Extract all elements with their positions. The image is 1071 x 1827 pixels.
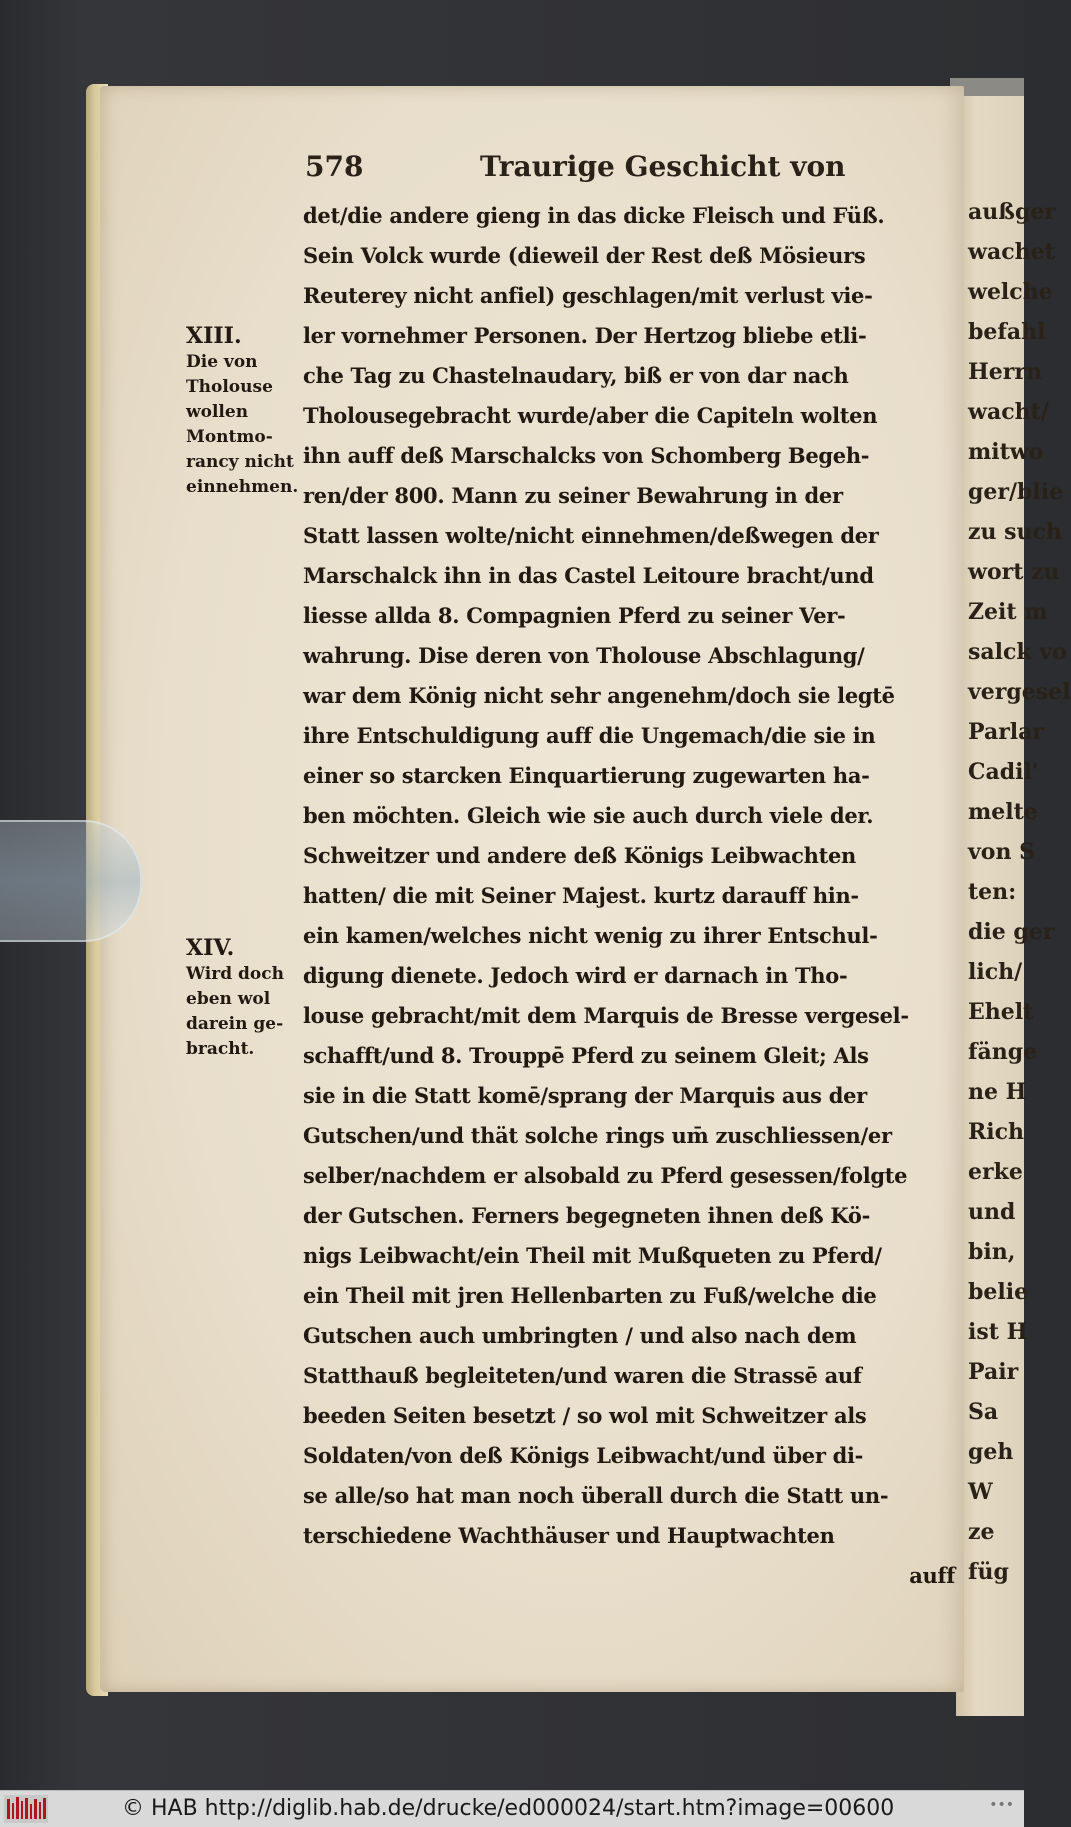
next-page-fragment: ist H bbox=[968, 1319, 1028, 1345]
next-page-fragment-list bbox=[956, 192, 1071, 1592]
next-page-fragment: mitwo bbox=[968, 439, 1044, 465]
next-page-fragment: geh bbox=[968, 1439, 1014, 1465]
text-line: beeden Seiten besetzt / so wol mit Schweitzer als bbox=[303, 1403, 867, 1428]
marginal-number: XIII. bbox=[186, 323, 242, 349]
text-line: Reuterey nicht anfiel) geschlagen/mit verlust vie- bbox=[303, 283, 873, 308]
text-line: Marschalck ihn in das Castel Leitoure bracht/und bbox=[303, 563, 874, 588]
next-page-fragment: fänge bbox=[968, 1039, 1038, 1065]
next-page-fragment: vergesel bbox=[968, 679, 1071, 705]
next-page-fragment: belie bbox=[968, 1279, 1029, 1305]
marginal-line: rancy nicht bbox=[186, 452, 294, 472]
next-page-fragment: melte bbox=[968, 799, 1038, 825]
text-line: wahrung. Dise deren von Tholouse Abschlagung/ bbox=[303, 643, 865, 668]
next-page-fragment: Cadil' bbox=[968, 759, 1039, 785]
marginal-line: eben wol bbox=[186, 989, 271, 1009]
glass-page-clip bbox=[0, 820, 142, 942]
next-page-fragment: Parlar bbox=[968, 719, 1045, 745]
hab-logo-icon bbox=[4, 1795, 48, 1823]
marginal-line: einnehmen. bbox=[186, 477, 299, 497]
text-line: nigs Leibwacht/ein Theil mit Mußqueten zu Pferd/ bbox=[303, 1243, 882, 1268]
text-line: einer so starcken Einquartierung zugewarten ha- bbox=[303, 763, 870, 788]
marginal-line: Wird doch bbox=[186, 964, 284, 984]
next-page-fragment: ne H bbox=[968, 1079, 1027, 1105]
next-page-fragment: füg bbox=[968, 1559, 1009, 1585]
text-line: ler vornehmer Personen. Der Hertzog bliebe etli- bbox=[303, 323, 867, 348]
footer-credit-link[interactable]: © HAB http://diglib.hab.de/drucke/ed000024/start.htm?image=00600 bbox=[122, 1796, 895, 1821]
next-page-fragment: W bbox=[968, 1479, 993, 1505]
next-page-fragment: lich/ bbox=[968, 959, 1023, 985]
text-line: Soldaten/von deß Königs Leibwacht/und über di- bbox=[303, 1443, 864, 1468]
next-page-fragment: wacht/ bbox=[968, 399, 1049, 425]
text-line: Schweitzer und andere deß Königs Leibwachten bbox=[303, 843, 857, 868]
next-page-fragment: von S bbox=[968, 839, 1035, 865]
text-line: ein kamen/welches nicht wenig zu ihrer Entschul- bbox=[303, 923, 878, 948]
next-page-fragment: Rich bbox=[968, 1119, 1025, 1145]
text-line: ihre Entschuldigung auff die Ungemach/die sie in bbox=[303, 723, 876, 748]
next-page-fragment: wachet bbox=[968, 239, 1055, 265]
marginal-note-xiii bbox=[186, 322, 304, 500]
next-page-fragment: ger/blie bbox=[968, 479, 1064, 505]
marginal-line: Tholouse bbox=[186, 377, 273, 397]
marginal-line: Die von bbox=[186, 352, 258, 372]
marginal-number: XIV. bbox=[186, 935, 235, 961]
next-page-fragment: außger bbox=[968, 199, 1056, 225]
next-page-fragment: ten: bbox=[968, 879, 1017, 905]
text-line: Gutschen/und thät solche rings um̄ zuschliessen/er bbox=[303, 1123, 892, 1148]
text-line: sie in die Statt komē/sprang der Marquis aus der bbox=[303, 1083, 867, 1108]
text-line: det/die andere gieng in das dicke Fleisch und Füß. bbox=[303, 203, 885, 228]
marginal-note-xiv bbox=[186, 934, 304, 1062]
next-page-fragment: befahl bbox=[968, 319, 1046, 345]
next-page-fragment: Sa bbox=[968, 1399, 999, 1425]
running-title: Traurige Geschicht von bbox=[480, 150, 846, 183]
next-page-fragment: die ger bbox=[968, 919, 1055, 945]
catchword: auff bbox=[909, 1563, 955, 1588]
page-header bbox=[305, 150, 945, 190]
marginal-line: bracht. bbox=[186, 1039, 255, 1059]
text-line: Statthauß begleiteten/und waren die Strassē auf bbox=[303, 1363, 862, 1388]
next-page-fragment: wort zu bbox=[968, 559, 1060, 585]
text-line: terschiedene Wachthäuser und Hauptwachten bbox=[303, 1523, 835, 1548]
text-line: se alle/so hat man noch überall durch die Statt un- bbox=[303, 1483, 889, 1508]
page-number: 578 bbox=[305, 150, 364, 183]
text-line: der Gutschen. Ferners begegneten ihnen deß Kö- bbox=[303, 1203, 870, 1228]
marginal-line: wollen bbox=[186, 402, 249, 422]
next-page-fragment: welche bbox=[968, 279, 1053, 305]
next-page-fragment: Ehelt bbox=[968, 999, 1034, 1025]
text-line: Gutschen auch umbringten / und also nach dem bbox=[303, 1323, 857, 1348]
next-page-fragment: Zeit m bbox=[968, 599, 1048, 625]
next-page-fragment: Pair bbox=[968, 1359, 1019, 1385]
text-line: ihn auff deß Marschalcks von Schomberg Begeh- bbox=[303, 443, 870, 468]
next-page-fragment: erke bbox=[968, 1159, 1023, 1185]
next-page-strip bbox=[956, 96, 1071, 1716]
text-line: Sein Volck wurde (dieweil der Rest deß Mösieurs bbox=[303, 243, 866, 268]
next-page-fragment: und bbox=[968, 1199, 1016, 1225]
text-line: digung dienete. Jedoch wird er darnach in Tho- bbox=[303, 963, 848, 988]
text-line: schafft/und 8. Trouppē Pferd zu seinem Gleit; Als bbox=[303, 1043, 869, 1068]
text-line: ben möchten. Gleich wie sie auch durch viele der. bbox=[303, 803, 874, 828]
body-text bbox=[303, 196, 955, 1596]
next-page-fragment: ze bbox=[968, 1519, 995, 1545]
footer-more-dots: ••• bbox=[989, 1797, 1014, 1813]
next-page-fragment: salck vo bbox=[968, 639, 1067, 665]
text-line: war dem König nicht sehr angenehm/doch sie legtē bbox=[303, 683, 895, 708]
text-line: Tholousegebracht wurde/aber die Capiteln wolten bbox=[303, 403, 878, 428]
text-line: louse gebracht/mit dem Marquis de Bresse vergesel- bbox=[303, 1003, 909, 1028]
text-line: ren/der 800. Mann zu seiner Bewahrung in der bbox=[303, 483, 843, 508]
marginal-line: darein ge- bbox=[186, 1014, 284, 1034]
text-line: hatten/ die mit Seiner Majest. kurtz darauff hin- bbox=[303, 883, 859, 908]
next-page-fragment: bin, bbox=[968, 1239, 1016, 1265]
footer-bar bbox=[0, 1790, 1024, 1827]
text-line: selber/nachdem er alsobald zu Pferd gesessen/folgte bbox=[303, 1163, 908, 1188]
text-line: liesse allda 8. Compagnien Pferd zu seiner Ver- bbox=[303, 603, 846, 628]
next-page-fragment: zu such bbox=[968, 519, 1062, 545]
marginal-line: Montmo- bbox=[186, 427, 273, 447]
text-line: Statt lassen wolte/nicht einnehmen/deßwegen der bbox=[303, 523, 879, 548]
text-line: ein Theil mit jren Hellenbarten zu Fuß/welche die bbox=[303, 1283, 877, 1308]
next-page-fragment: Herrn bbox=[968, 359, 1042, 385]
text-line: che Tag zu Chastelnaudary, biß er von dar nach bbox=[303, 363, 849, 388]
